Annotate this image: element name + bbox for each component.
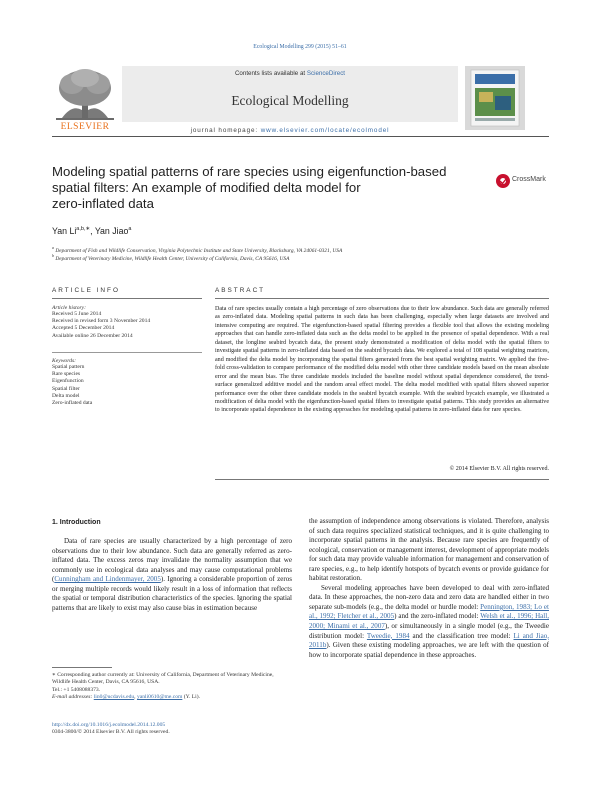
abstract-rule bbox=[215, 298, 549, 299]
abstract-bottom-rule bbox=[215, 479, 549, 480]
author-name[interactable]: Yan Jiao bbox=[94, 226, 129, 236]
keyword: Rare species bbox=[52, 371, 81, 378]
history-item: Accepted 5 December 2014 bbox=[52, 325, 115, 332]
journal-homepage bbox=[122, 127, 458, 134]
info-rule bbox=[52, 298, 202, 299]
intro-right-column bbox=[309, 517, 549, 660]
homepage-link[interactable]: www.elsevier.com/locate/ecolmodel bbox=[260, 127, 390, 134]
doi-link[interactable]: http://dx.doi.org/10.1016/j.ecolmodel.2014.12.005 bbox=[52, 722, 166, 728]
author-sup[interactable]: a,b,∗ bbox=[76, 226, 91, 233]
history-item: Available online 26 December 2014 bbox=[52, 332, 133, 339]
telephone: Tel.: +1 5408088373. bbox=[52, 686, 101, 693]
footnote bbox=[52, 672, 292, 702]
corresponding-author-note: ∗ Corresponding author currently at: University of California, Department of Veterinary Medicine, Wildlife Health Center, Davis, CA 95616, USA. bbox=[52, 672, 274, 686]
sciencedirect-link[interactable]: ScienceDirect bbox=[306, 70, 346, 77]
intro-text: ), or simultaneously in a single model (e.g., the Tweedie distribution model: bbox=[309, 622, 550, 640]
keywords-label: Keywords: bbox=[52, 358, 77, 364]
crossmark-badge[interactable] bbox=[495, 172, 547, 190]
title-line: Modeling spatial patterns of rare species using eigenfunction-based bbox=[52, 164, 447, 179]
issn-line: 0304-3800/© 2014 Elsevier B.V. All rights reserved. bbox=[52, 729, 170, 736]
affiliation-text: Department of Veterinary Medicine, Wildlife Health Center, University of California, Davis, CA 95616, USA bbox=[55, 255, 290, 262]
keyword: Eigenfunction bbox=[52, 378, 84, 385]
intro-paragraph bbox=[52, 537, 292, 613]
elsevier-tree-logo bbox=[52, 66, 118, 130]
email-separator: , bbox=[134, 694, 137, 701]
keywords-block bbox=[52, 358, 202, 407]
history-item: Received 5 June 2014 bbox=[52, 311, 102, 317]
footnote-rule bbox=[52, 667, 112, 668]
intro-text: Data of rare species are usually characterized by a high percentage of zero observations due to their low abundance. Such data are generally referred as zero-inflated data. The excess zeros may invalidate the normality assumption that we commonly use in ecological data analyses and may cause computational problems ( bbox=[52, 537, 292, 584]
article-history bbox=[52, 305, 202, 340]
abstract-text: Data of rare species usually contain a high percentage of zero observations due to their low abundance. Such data are generally referred as zero-inflated data. Modeling spatial patterns in such data has been challenging, especially when large datasets are involved and intensive computing are required. The eigenfunction-based spatial filtering provides a flexible tool that allows the existing modeling approaches that can handle zero-inflated data such as the delta model to be applied in the presence of spatial dependence. With a real dataset, the longline seabird bycatch data, the present study demonstrated a modification of delta model with the spatial filters to investigate spatial patterns in zero-inflated data based on the seabird bycatch data. We explored a total of 108 spatial weighting matrices, and modified the delta model by incorporating the spatial filters generated from the best spatial weighting matrix. We applied the five-fold cross-validation to compare performance of the modified delta model with other three candidate models based on the mean absolute error and the mean bias. The three candidate models included the baseline model without spatial dependence considered, the trend-surface generalized additive model and the random areal effect model. The delta model modified with spatial filters showed superior performance over the other three candidate models in the seabird bycatch example. With the seabird bycatch example, we illustrated a modification of delta model with the eigenfunction-based spatial filters to investigate spatial patterns. This study provides an alternative to incorporate spatial dependence in the existing approaches for modeling spatial patterns in zero-inflated data for rare species. bbox=[215, 306, 549, 414]
doi-block bbox=[52, 722, 292, 737]
abstract-heading: ABSTRACT bbox=[215, 287, 266, 294]
affiliation-sup: b bbox=[52, 253, 54, 258]
header-rule bbox=[52, 136, 549, 137]
reference-link[interactable]: Welsh et al., 1996; Hall, 2000; Minami et al., 2007 bbox=[309, 612, 549, 631]
author-separator: , bbox=[90, 226, 95, 236]
publisher-name: ELSEVIER bbox=[60, 122, 110, 132]
intro-text: and the classification tree model: bbox=[409, 631, 514, 640]
reference-link[interactable]: Cunningham and Lindenmayer, 2005 bbox=[54, 575, 161, 584]
affiliation bbox=[52, 253, 549, 262]
intro-paragraph bbox=[309, 584, 549, 660]
keyword: Spatial filter bbox=[52, 385, 80, 392]
contents-available-text: Contents lists available at bbox=[234, 70, 307, 77]
keywords-rule bbox=[52, 352, 202, 353]
keyword: Spatial pattern bbox=[52, 364, 85, 370]
email-suffix: (Y. Li). bbox=[182, 694, 200, 701]
journal-citation[interactable]: Ecological Modelling 299 (2015) 51–61 bbox=[253, 44, 347, 50]
intro-text: Several modeling approaches have been developed to deal with zero-inflated data. In these approaches, the non-zero data and zero data are handled either in two separate sub-models (e.g., the delta model or hurdle model: bbox=[309, 583, 549, 611]
email-label: E-mail addresses: bbox=[52, 694, 94, 701]
author-name[interactable]: Yan Li bbox=[52, 226, 77, 236]
crossmark-label: CrossMark bbox=[512, 176, 546, 183]
email-addresses bbox=[52, 694, 292, 701]
intro-text: ) and the zero-inflated model: bbox=[394, 612, 481, 621]
contents-available bbox=[122, 70, 458, 77]
history-item: Received in revised form 3 November 2014 bbox=[52, 318, 151, 325]
email-link[interactable]: yanli0610@me.com bbox=[136, 694, 183, 701]
reference-link[interactable]: Li and Jiao, 2011b bbox=[309, 631, 549, 650]
homepage-label: journal homepage: bbox=[190, 127, 261, 134]
reference-link[interactable]: Tweedie, 1984 bbox=[366, 631, 410, 640]
journal-title: Ecological Modelling bbox=[231, 93, 349, 108]
intro-left-column bbox=[52, 537, 292, 613]
title-line: spatial filters: An example of modified delta model for bbox=[52, 180, 361, 195]
author-list bbox=[52, 226, 131, 236]
article-title bbox=[52, 164, 452, 212]
affiliation-text: Department of Fish and Wildlife Conservation, Virginia Polytechnic Institute and State University, Blacksburg, VA 24061-0321, USA bbox=[55, 247, 343, 254]
intro-text: ). Ignoring a considerable proportion of zeros or merging multiple records would likely result in a loss of information that reflects the spatial or temporal distribution characteristics of the species. Ignoring the spatial patterns that are likely to exist may also cause bias in estimation because bbox=[52, 575, 292, 612]
abstract-copyright: © 2014 Elsevier B.V. All rights reserved. bbox=[449, 466, 549, 472]
intro-text: ). Given these existing modeling approaches, we are left with the question of how to incorporate spatial dependence in these approaches. bbox=[309, 641, 549, 659]
keyword: Zero-inflated data bbox=[52, 400, 93, 407]
email-link[interactable]: lin0@ucdavis.edu bbox=[93, 694, 135, 701]
reference-link[interactable]: Pennington, 1983; Lo et al., 1992; Fletcher et al., 2005 bbox=[309, 602, 549, 621]
author-sup[interactable]: a bbox=[128, 226, 132, 233]
title-line: zero-inflated data bbox=[52, 196, 154, 211]
keyword: Delta model bbox=[52, 392, 80, 399]
section-heading-introduction: 1. Introduction bbox=[52, 519, 101, 526]
article-info-heading: ARTICLE INFO bbox=[52, 287, 120, 294]
history-label: Article history: bbox=[52, 305, 87, 311]
intro-paragraph: the assumption of independence among observations is violated. Therefore, analysis of such data requires specialized statistical techniques, and it is quite challenging to incorporate spatial patterns in the analysis. Because rare species are frequently of ecological, conservation or management interest, development of appropriate models for such data may provide valuable information for management and conservation of rare species, e.g., to help identify hotspots of bycatch events or provide guidance for habitat restoration. bbox=[309, 517, 549, 583]
affiliation-sup: a bbox=[52, 245, 54, 250]
journal-cover-image bbox=[465, 66, 525, 130]
